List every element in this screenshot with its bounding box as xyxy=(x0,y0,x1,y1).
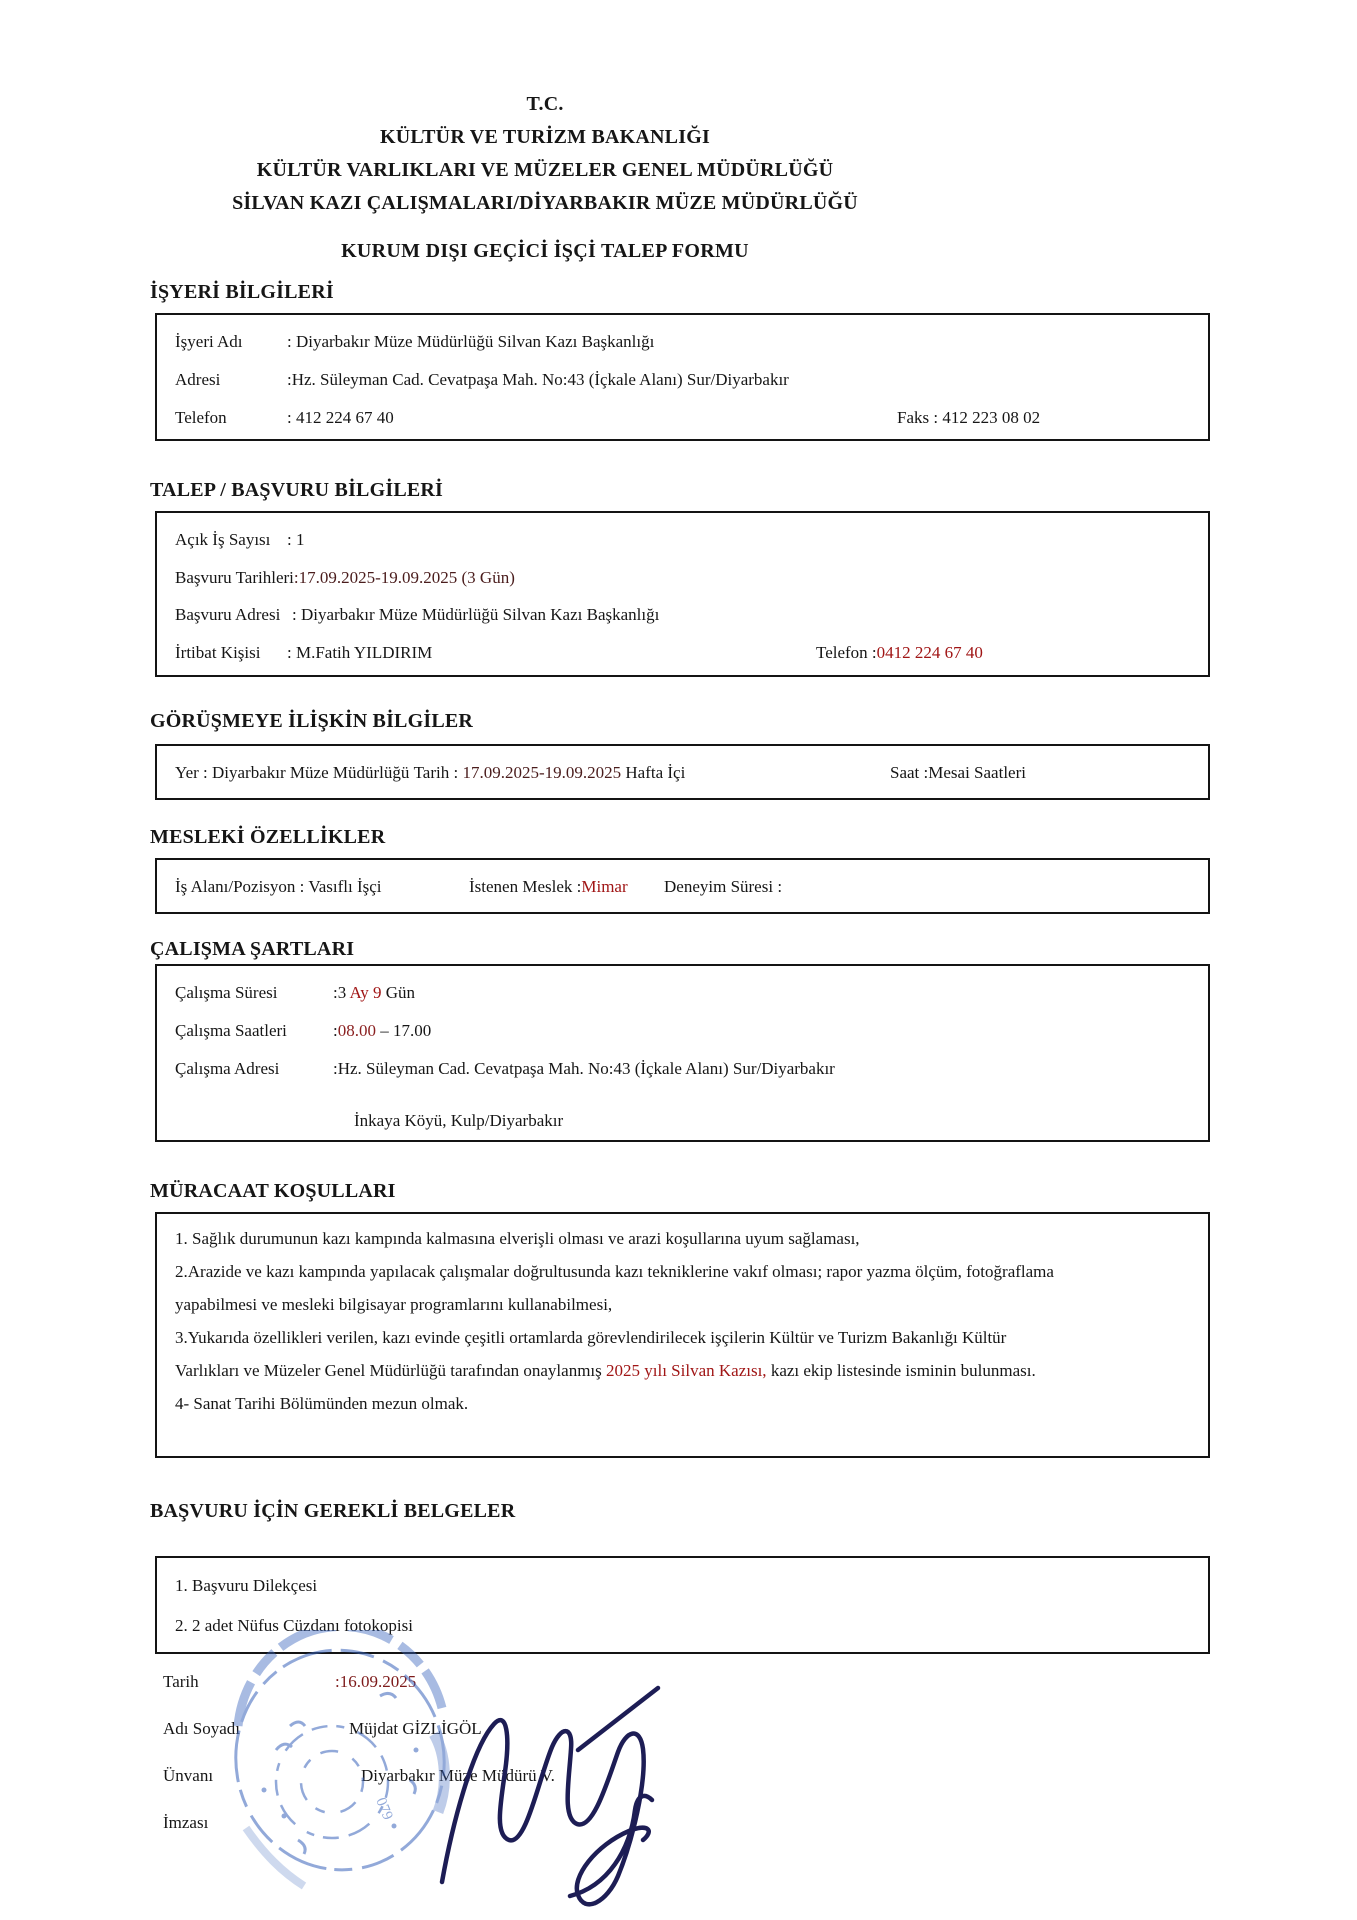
box-calisma xyxy=(155,964,1210,1142)
acik-is-label: Açık İş Sayısı xyxy=(175,530,271,549)
saat-label: Saat : xyxy=(890,763,929,782)
footer-tarih-label: Tarih xyxy=(163,1672,199,1691)
belge-item-2: 2. 2 adet Nüfus Cüzdanı fotokopisi xyxy=(175,1616,413,1635)
row-irtibat-kisisi xyxy=(157,634,1208,672)
muracaat-item-2: 2.Arazide ve kazı kampında yapılacak çalışmalar doğrultusunda kazı tekniklerine vakıf olması; rapor yazma ölçüm, fotoğraflama yapabilmesi ve mesleki bilgisayar programlarını kullanabilmesi, xyxy=(175,1262,1054,1314)
basvuru-adresi-label: Başvuru Adresi xyxy=(175,605,281,624)
row-calisma-suresi xyxy=(157,974,1208,1012)
isyeri-adi-label: İşyeri Adı xyxy=(175,332,243,351)
calisma-suresi-value: :3 Ay 9 Gün xyxy=(333,983,416,1002)
muracaat-item-1: 1. Sağlık durumunun kazı kampında kalmasına elverişli olması ve arazi koşullarına uyum sağlaması, xyxy=(175,1229,860,1248)
section-heading-belgeler: BAŞVURU İÇİN GEREKLİ BELGELER xyxy=(150,1500,516,1522)
muracaat-item-3: 3.Yukarıda özellikleri verilen, kazı evinde çeşitli ortamlarda görevlendirilecek işçilerin Kültür ve Turizm Bakanlığı Kültür Varlıkları ve Müzeler Genel Müdürlüğü tarafından onaylanmış 2025 yılı Silvan Kazısı, kazı ekip listesinde isminin bulunması. xyxy=(175,1328,1036,1380)
row-calisma-adresi xyxy=(157,1050,1208,1088)
section-heading-muracaat: MÜRACAAT KOŞULLARI xyxy=(150,1180,396,1202)
row-adresi xyxy=(157,361,1208,399)
footer-row-tarih xyxy=(163,1664,417,1700)
row-basvuru-tarihleri xyxy=(157,559,1208,597)
footer-tarih-value: :16.09.2025 xyxy=(335,1672,417,1691)
adresi-label: Adresi xyxy=(175,370,221,389)
gorusme-tarih-suffix: Hafta İçi xyxy=(625,763,686,782)
section-heading-isyeri-bilgileri: İŞYERİ BİLGİLERİ xyxy=(150,281,334,303)
letterhead-line-ministry: KÜLTÜR VE TURİZM BAKANLIĞI xyxy=(380,126,710,148)
gorusme-tarih-value: 17.09.2025-19.09.2025 xyxy=(462,763,622,782)
row-isyeri-adi xyxy=(157,323,1208,361)
row-calisma-saatleri xyxy=(157,1012,1208,1050)
footer-row-unvani xyxy=(163,1758,555,1794)
acik-is-value: : 1 xyxy=(287,530,305,549)
gorusme-tarih-label: Tarih : xyxy=(413,763,459,782)
saat-value: Mesai Saatleri xyxy=(928,763,1026,782)
irtibat-telefon xyxy=(816,634,983,672)
footer-unvan-value: Diyarbakır Müze Müdürü V. xyxy=(361,1766,555,1785)
footer-ad-label: Adı Soyadı xyxy=(163,1719,240,1738)
basvuru-tarihleri-value: :17.09.2025-19.09.2025 (3 Gün) xyxy=(293,567,515,587)
pozisyon-value: İş Alanı/Pozisyon : Vasıflı İşçi xyxy=(175,877,382,896)
irtibat-label: İrtibat Kişisi xyxy=(175,642,261,662)
box-mesleki xyxy=(155,858,1210,914)
calisma-adresi-value: :Hz. Süleyman Cad. Cevatpaşa Mah. No:43 (İçkale Alanı) Sur/Diyarbakır xyxy=(333,1059,835,1078)
istenen-meslek-group xyxy=(469,868,628,906)
letterhead-line-tc: T.C. xyxy=(526,93,564,115)
calisma-saatleri-label: Çalışma Saatleri xyxy=(175,1021,287,1040)
irtibat-telefon-label: Telefon : xyxy=(816,642,877,662)
section-heading-mesleki: MESLEKİ ÖZELLİKLER xyxy=(150,826,386,848)
irtibat-telefon-value: 0412 224 67 40 xyxy=(876,642,983,662)
letterhead-line-museum: SİLVAN KAZI ÇALIŞMALARI/DİYARBAKIR MÜZE MÜDÜRLÜĞÜ xyxy=(232,192,858,214)
footer-unvan-label: Ünvanı xyxy=(163,1766,214,1785)
letterhead-line-directorate: KÜLTÜR VARLIKLARI VE MÜZELER GENEL MÜDÜRLÜĞÜ xyxy=(256,159,834,181)
telefon-value: : 412 224 67 40 xyxy=(287,408,394,427)
basvuru-adresi-value: : Diyarbakır Müze Müdürlüğü Silvan Kazı Başkanlığı xyxy=(292,605,660,624)
yer-label: Yer : xyxy=(175,763,208,782)
letterhead xyxy=(0,88,1090,220)
adresi-value: :Hz. Süleyman Cad. Cevatpaşa Mah. No:43 (İçkale Alanı) Sur/Diyarbakır xyxy=(287,370,789,389)
row-telefon xyxy=(157,399,1208,437)
row-mesleki xyxy=(157,868,1208,906)
deneyim-suresi-label: Deneyim Süresi : xyxy=(664,877,783,896)
muracaat-item-3-red: 2025 yılı Silvan Kazısı, xyxy=(606,1361,767,1380)
telefon-label: Telefon xyxy=(175,408,227,427)
isyeri-adi-value: : Diyarbakır Müze Müdürlüğü Silvan Kazı Başkanlığı xyxy=(287,332,655,351)
basvuru-tarihleri-label: Başvuru Tarihleri xyxy=(175,567,294,587)
section-heading-calisma: ÇALIŞMA ŞARTLARI xyxy=(150,938,355,960)
footer-row-imzasi xyxy=(163,1805,335,1841)
footer-imza-label: İmzası xyxy=(163,1813,209,1832)
calisma-adresi-line2: İnkaya Köyü, Kulp/Diyarbakır xyxy=(354,1111,564,1130)
box-muracaat xyxy=(155,1212,1210,1458)
irtibat-value: : M.Fatih YILDIRIM xyxy=(287,642,433,662)
form-title: KURUM DIŞI GEÇİCİ İŞÇİ TALEP FORMU xyxy=(341,240,749,262)
yer-value: Diyarbakır Müze Müdürlüğü xyxy=(212,763,410,782)
faks-value: Faks : 412 223 08 02 xyxy=(897,408,1041,427)
box-isyeri-bilgileri xyxy=(155,313,1210,441)
box-talep-basvuru xyxy=(155,511,1210,677)
row-acik-is-sayisi xyxy=(157,521,1208,559)
footer-ad-value: Müjdat GİZLİGÖL xyxy=(349,1719,482,1738)
istenen-meslek-value: Mimar xyxy=(581,877,628,896)
stamp-number: 079 xyxy=(372,1795,396,1823)
box-belgeler xyxy=(155,1556,1210,1654)
belge-item-1: 1. Başvuru Dilekçesi xyxy=(175,1576,318,1595)
calisma-saatleri-value: :08.00 – 17.00 xyxy=(333,1021,432,1040)
saat-group xyxy=(890,754,1026,792)
calisma-suresi-label: Çalışma Süresi xyxy=(175,983,278,1002)
box-gorusme xyxy=(155,744,1210,800)
section-heading-talep-basvuru: TALEP / BAŞVURU BİLGİLERİ xyxy=(150,479,444,501)
section-heading-gorusme: GÖRÜŞMEYE İLİŞKİN BİLGİLER xyxy=(150,710,474,732)
calisma-adresi-label: Çalışma Adresi xyxy=(175,1059,280,1078)
row-gorusme xyxy=(157,754,1208,792)
istenen-meslek-label: İstenen Meslek : xyxy=(469,877,582,896)
footer-row-adi-soyadi xyxy=(163,1711,482,1747)
row-basvuru-adresi xyxy=(157,596,1208,634)
muracaat-item-4: 4- Sanat Tarihi Bölümünden mezun olmak. xyxy=(175,1394,469,1413)
